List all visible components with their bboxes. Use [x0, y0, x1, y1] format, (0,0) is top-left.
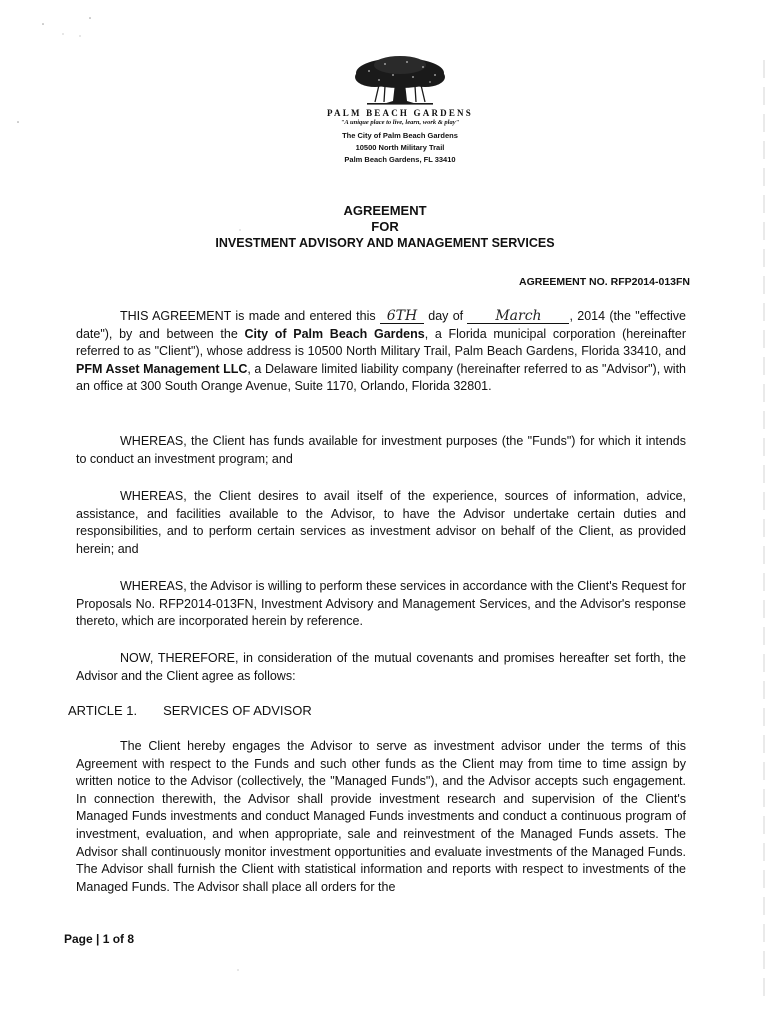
- day-handwritten-field: 6TH: [380, 309, 424, 324]
- intro-text-4: , a Florida municipal corporation (hereinafter referred to as "Client"), whose address is 10500 North Military Trail, Palm Beach Gardens, Florida 33410, and: [76, 326, 686, 359]
- whereas-paragraph-3: [76, 578, 686, 631]
- month-handwritten-field: March: [467, 309, 569, 324]
- now-therefore-paragraph: [76, 650, 686, 685]
- title-line-2: FOR: [371, 219, 399, 234]
- city-party-name: City of Palm Beach Gardens: [244, 326, 425, 341]
- title-line-1: AGREEMENT: [343, 203, 427, 218]
- intro-text-1: THIS AGREEMENT is made and entered this: [120, 309, 380, 323]
- org-street: 10500 North Military Trail: [355, 143, 445, 152]
- org-name: PALM BEACH GARDENS: [327, 108, 473, 118]
- whereas-3-text: WHEREAS, the Advisor is willing to perform these services in accordance with the Client's Request for Proposals No. RFP2014-013FN, Investment Advisory and Management Services, and the Advisor's response thereto, which are incorporated herein by reference.: [76, 579, 686, 629]
- org-address: [300, 130, 500, 166]
- article-1-heading: [68, 703, 312, 718]
- title-line-3: INVESTMENT ADVISORY AND MANAGEMENT SERVICES: [215, 236, 555, 250]
- article-1-body: [76, 738, 686, 896]
- article-1-body-text: The Client hereby engages the Advisor to serve as investment advisor under the terms of this Agreement with respect to the Funds and such other funds as the Client may from time to time assign by written notice to the Advisor (collectively, the "Managed Funds"), and the Advisor accepts such engagement. In connection therewith, the Advisor shall provide investment research and supervision of the Client's Managed Funds investments and conduct Managed Funds investments and conduct a continuous program of investment, evaluation, and when appropriate, sale and reinvestment of the Managed Funds assets. The Advisor shall continuously monitor investment opportunities and evaluate investments of the Managed Funds. The Advisor shall furnish the Client with statistical information and reports with respect to investments of the Managed Funds. The Advisor shall place all orders for the: [76, 739, 686, 894]
- now-therefore-text: NOW, THEREFORE, in consideration of the mutual covenants and promises hereafter set forth, the Advisor and the Client agree as follows:: [76, 651, 686, 683]
- document-title: [0, 203, 770, 251]
- banyan-tree-logo-icon: [345, 55, 455, 107]
- page-number-footer: Page | 1 of 8: [64, 932, 135, 946]
- whereas-paragraph-1: [76, 433, 686, 468]
- org-city-state: Palm Beach Gardens, FL 33410: [344, 155, 456, 164]
- whereas-2-text: WHEREAS, the Client desires to avail itself of the experience, sources of information, advice, assistance, and facilities available to the Advisor, to have the Advisor undertake certain duties and responsibilities, and to perform certain services as investment advisor on behalf of the Client, as provided herein; and: [76, 489, 686, 556]
- article-number: ARTICLE 1.: [68, 703, 138, 718]
- intro-text-3: , 2014 (the "effective date"), by and between the: [76, 309, 686, 341]
- advisor-party-name: PFM Asset Management LLC: [76, 361, 248, 376]
- intro-text-2: day of: [423, 309, 468, 323]
- agreement-number: AGREEMENT NO. RFP2014-013FN: [519, 276, 690, 288]
- org-city-name: The City of Palm Beach Gardens: [342, 131, 458, 140]
- intro-text-5: , a Delaware limited liability company (hereinafter referred to as "Advisor"), with an office at 300 South Orange Avenue, Suite 1170, Orlando, Florida 32801.: [76, 361, 686, 394]
- article-title: SERVICES OF ADVISOR: [163, 703, 312, 718]
- letterhead: [300, 55, 500, 166]
- intro-paragraph: [76, 308, 686, 396]
- whereas-paragraph-2: [76, 488, 686, 558]
- org-tagline: "A unique place to live, learn, work & play": [340, 119, 460, 126]
- whereas-1-text: WHEREAS, the Client has funds available for investment purposes (the "Funds") for which it intends to conduct an investment program; and: [76, 434, 686, 466]
